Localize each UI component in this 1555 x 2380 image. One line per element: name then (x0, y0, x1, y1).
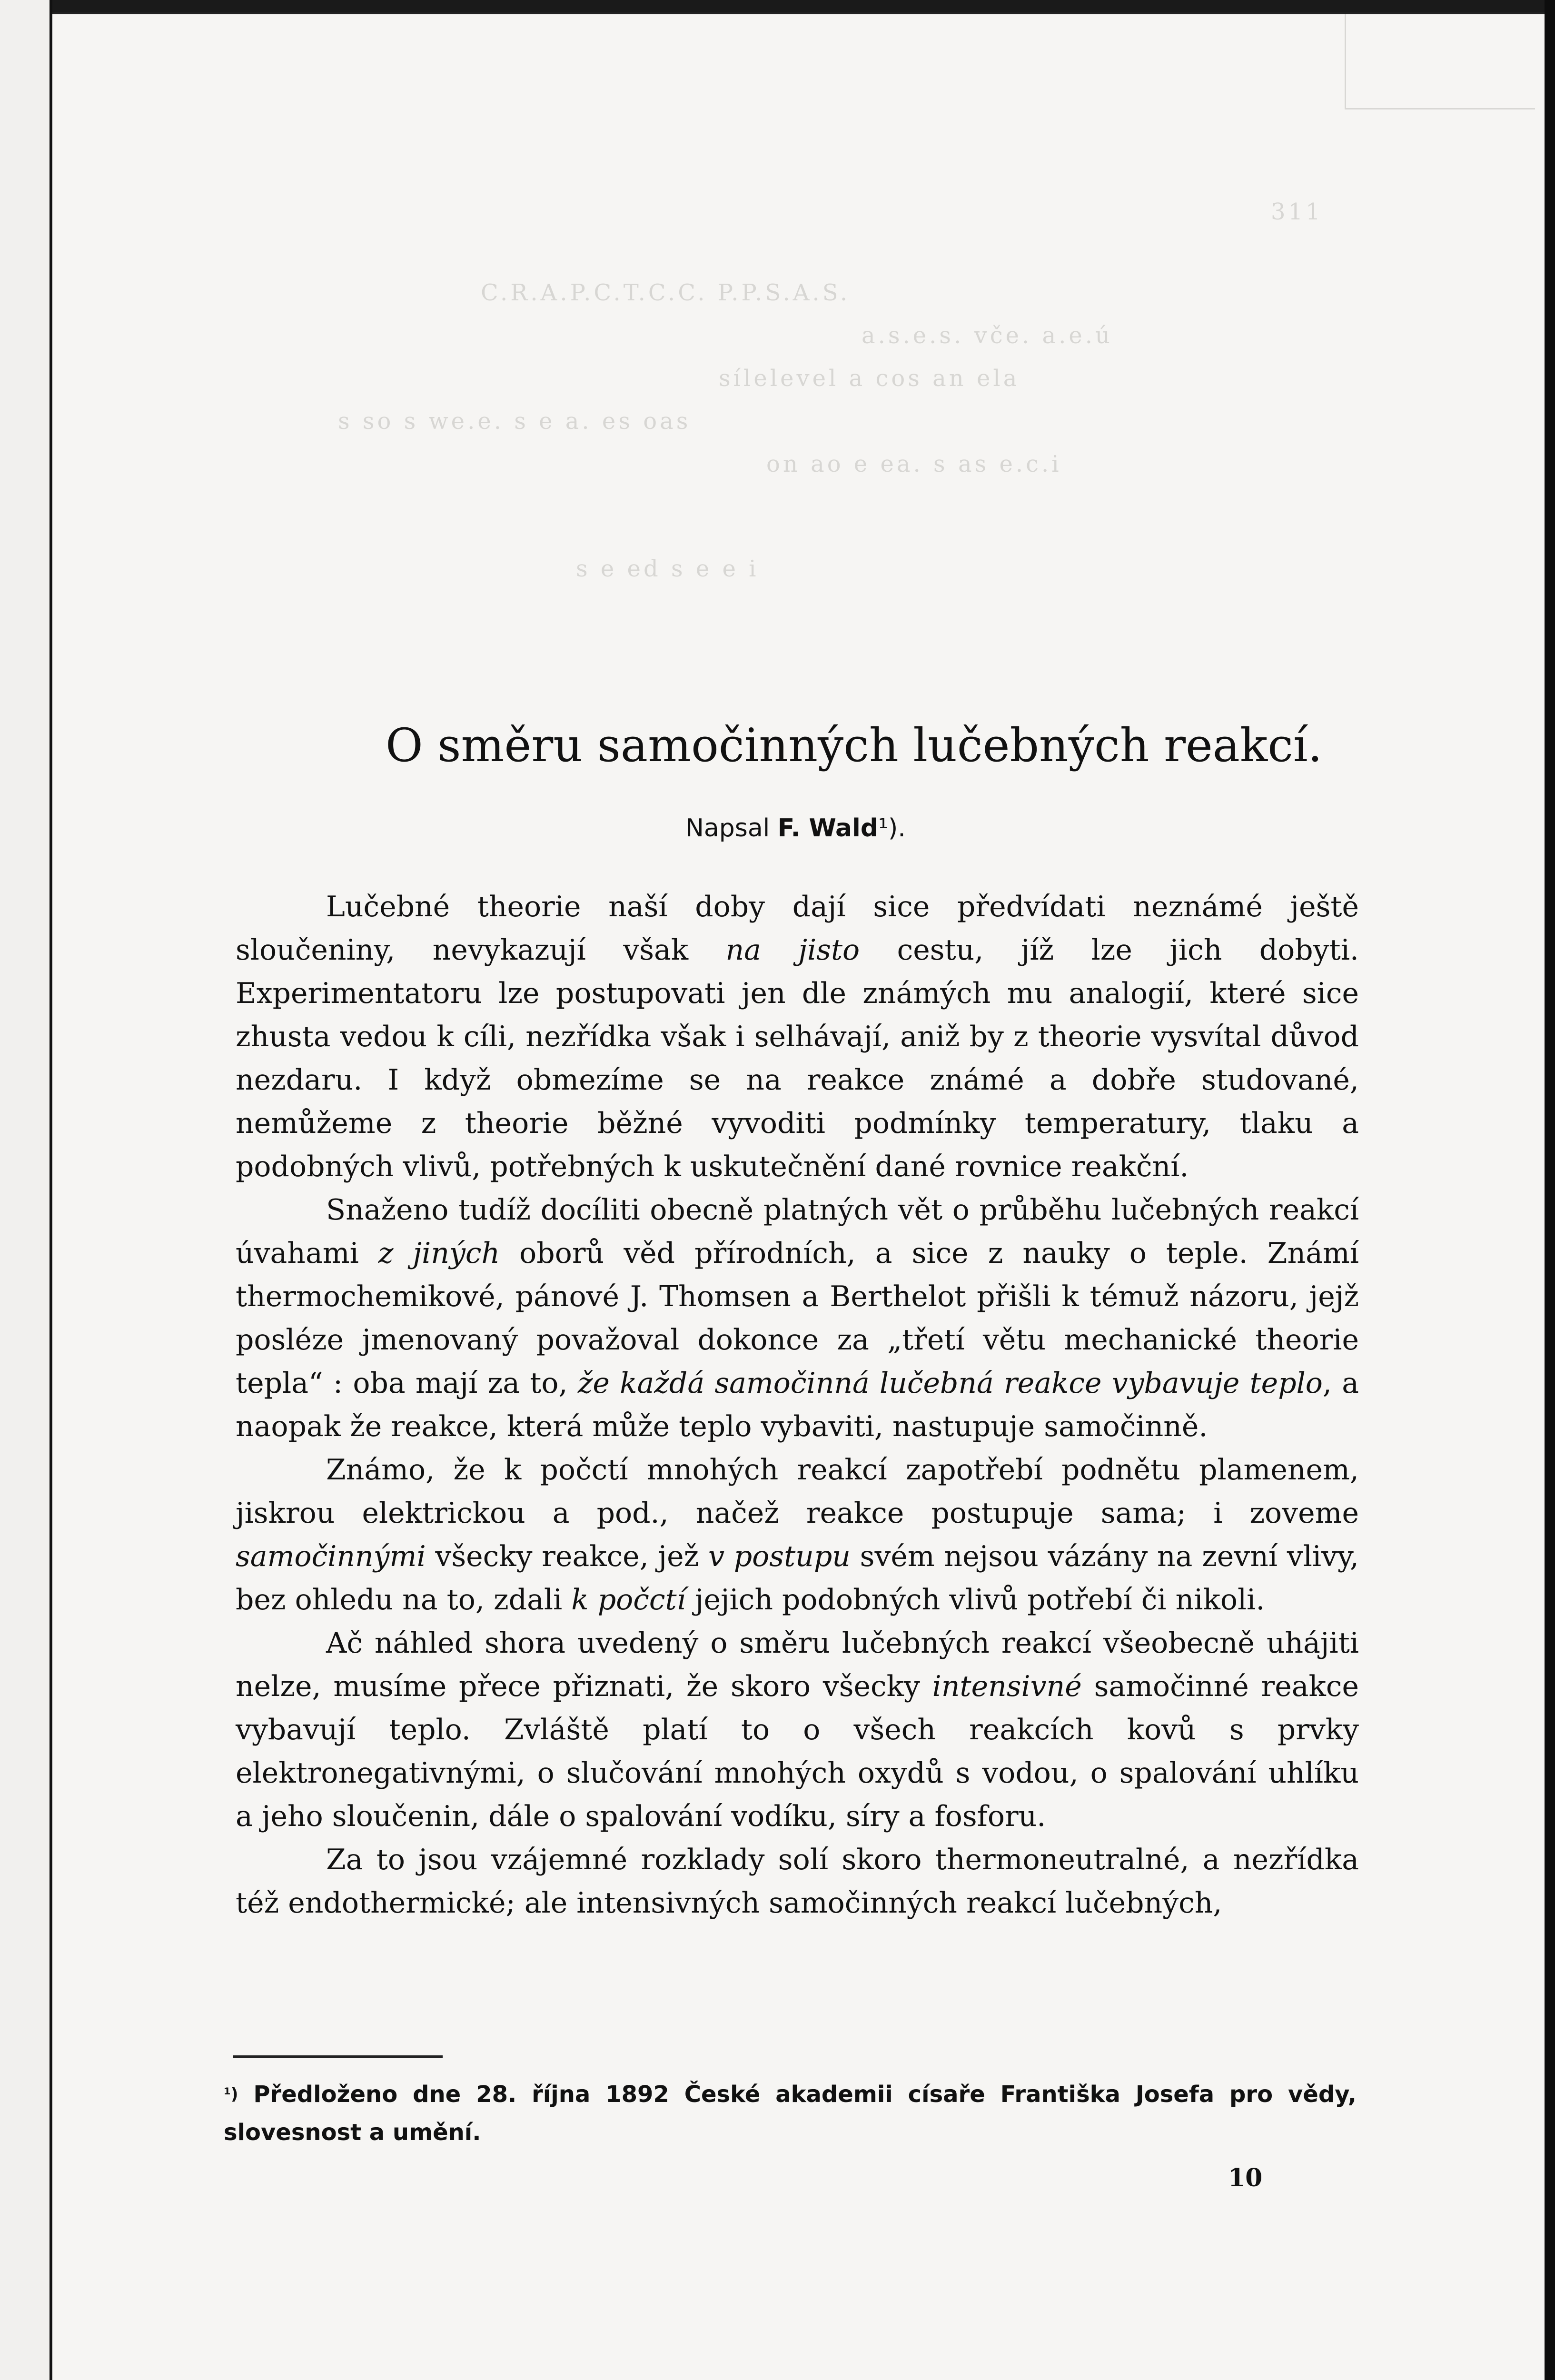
paragraph-text: všecky reakce, jež (426, 1540, 709, 1573)
footnote-reference: ¹). (878, 814, 906, 843)
paragraph-text: samočinné reakce vybavují teplo. Zvláště platí to o všech reakcích kovů s prvky elektronegativnými, o slučování mnohých oxydů s vodou, o spalování uhlíku a jeho sloučenin, dále o spalování vodíku, síry a fosforu. (236, 1670, 1359, 1833)
author-name: F. Wald (777, 814, 879, 843)
paragraph-text: svém nejsou vázány na zevní vlivy, bez ohledu na to, zdali (236, 1540, 1359, 1616)
body-paragraph (236, 1622, 1359, 1838)
italic-text: že každá samočinná lučebná reakce vybavuje teplo (577, 1367, 1323, 1400)
page-number: 10 (1228, 2163, 1263, 2192)
article-title: O směru samočinných lučebných reakcí. (386, 719, 1323, 772)
italic-text: na jisto (725, 933, 860, 967)
body-paragraph (236, 885, 1359, 1189)
paragraph-text: oborů věd přírodních, a sice z nauky o teple. Známí thermochemikové, pánové J. Thomsen a Berthelot přišli k témuž názoru, jejž posléze jmenovaný považoval dokonce za „třetí větu mechanické theorie tepla“ : oba mají za to, (236, 1237, 1359, 1400)
italic-text: samočinnými (236, 1540, 426, 1573)
body-paragraph (236, 1838, 1359, 1925)
footnote-marker: ¹) (224, 2085, 238, 2104)
scan-right-edge (1545, 0, 1555, 2380)
scan-left-margin (0, 0, 52, 2380)
italic-text: intensivné (932, 1670, 1082, 1703)
paragraph-text: Za to jsou vzájemné rozklady solí skoro thermoneutralné, a nezřídka též endothermické; ale intensivných samočinných reakcí lučebných, (236, 1843, 1359, 1920)
bleed-through-text: on ao e ea. s as e.c.i (766, 451, 1062, 477)
body-paragraph (236, 1189, 1359, 1448)
paragraph-text: Snaženo tudíž docíliti obecně platných vět o průběhu lučebných reakcí úvahami (236, 1193, 1359, 1270)
paragraph-text: Lučebné theorie naší doby dají sice předvídati neznámé ještě sloučeniny, nevykazují však (236, 890, 1359, 967)
bleed-through-text: a.s.e.s. vče. a.e.ú (862, 322, 1113, 349)
footnote-divider (233, 2055, 443, 2058)
bleed-through-text: s e ed s e e i (576, 555, 759, 582)
italic-text: k počctí (571, 1583, 686, 1616)
footnote (224, 2075, 1357, 2152)
bleed-through-text: 311 (1271, 198, 1323, 225)
italic-text: v postupu (708, 1540, 851, 1573)
byline-prefix: Napsal (685, 814, 770, 843)
bleed-through-text: sílelevel a cos an ela (719, 365, 1020, 392)
bleed-through-text: C.R.A.P.C.T.C.C. P.P.S.A.S. (481, 279, 851, 306)
paragraph-text: , a naopak že reakce, která může teplo vybaviti, nastupuje samočinně. (236, 1367, 1359, 1443)
article-body (236, 885, 1359, 1925)
paragraph-text: Známo, že k počctí mnohých reakcí zapotřebí podnětu plamenem, jiskrou elektrickou a pod., načež reakce postupuje sama; i zoveme (236, 1453, 1359, 1530)
paragraph-text: cestu, jíž lze jich dobyti. Experimentatoru lze postupovati jen dle známých mu analogií, které sice zhusta vedou k cíli, nezřídka však i selhávají, aniž by z theorie vysvítal důvod nezdaru. I když obmezíme se na reakce známé a dobře studované, nemůžeme z theorie běžné vyvoditi podmínky temperatury, tlaku a podobných vlivů, potřebných k uskutečnění dané rovnice reakční. (236, 933, 1359, 1183)
footnote-text: Předloženo dne 28. října 1892 České akademii císaře Františka Josefa pro vědy, slovesnost a umění. (224, 2081, 1357, 2146)
bleed-through-text: s so s we.e. s e a. es oas (338, 408, 691, 435)
document-page (52, 12, 1545, 2380)
paragraph-text: Ač náhled shora uvedený o směru lučebných reakcí všeobecně uhájiti nelze, musíme přece přiznati, že skoro všecky (236, 1626, 1359, 1703)
corner-stub (1345, 14, 1535, 109)
body-paragraph (236, 1448, 1359, 1622)
paragraph-text: jejich podobných vlivů potřebí či nikoli. (685, 1583, 1265, 1616)
byline (685, 814, 906, 843)
italic-text: z jiných (378, 1237, 500, 1270)
